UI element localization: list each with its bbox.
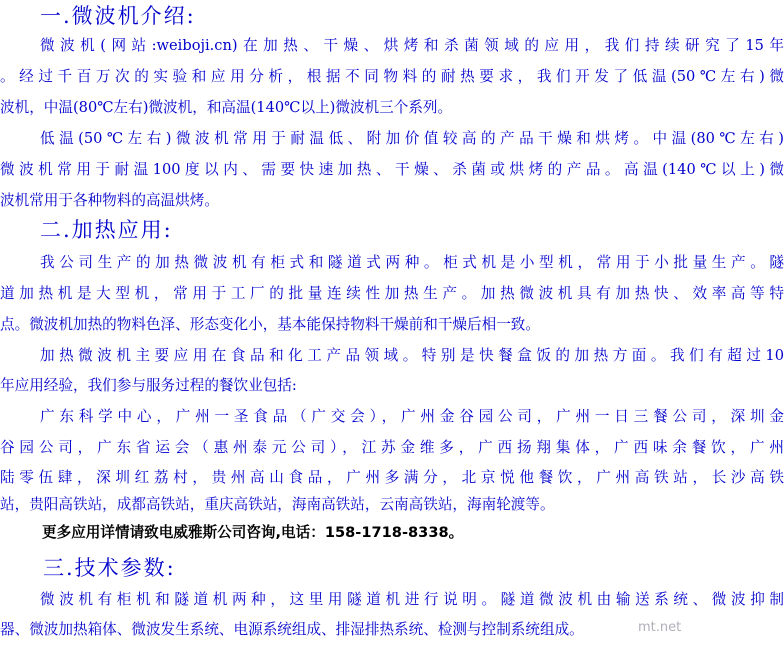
contact-info: 更多应用详情请致电威雅斯公司咨询,电话：158-1718-8338。 [42, 524, 464, 541]
watermark: mt.net [638, 620, 682, 635]
section-1-line: 。经过千百万次的实验和应用分析，根据不同物料的耐热要求，我们开发了低温(50℃左右)微 [0, 68, 784, 85]
section-2-line: 我公司生产的加热微波机有柜式和隧道式两种。柜式机是小型机，常用于小批量生产。隧 [40, 254, 784, 271]
section-3-line: 器、微波加热箱体、微波发生系统、电源系统组成、排湿排热系统、检测与控制系统组成。 [0, 621, 584, 638]
customer-list-line: 广东科学中心，广州一圣食品（广交会），广州金谷园公司，广州一日三餐公司，深圳金 [40, 408, 784, 425]
section-2-line: 加热微波机主要应用在食品和化工产品领域。特别是快餐盒饭的加热方面。我们有超过10 [40, 347, 784, 364]
section-2-title: 二.加热应用: [40, 218, 173, 242]
section-1-line: 波机常用于各种物料的高温烘烤。 [0, 192, 219, 209]
section-2-line: 道加热机是大型机，常用于工厂的批量连续性加热生产。加热微波机具有加热快、效率高等特 [0, 285, 784, 302]
section-2-line: 点。微波机加热的物料色泽、形态变化小，基本能保持物料干燥前和干燥后相一致。 [0, 316, 540, 333]
section-1-title: 一.微波机介绍: [40, 4, 196, 28]
section-2-line: 年应用经验，我们参与服务过程的餐饮业包括: [0, 377, 297, 394]
customer-list-line: 站，贵阳高铁站，成都高铁站，重庆高铁站，海南高铁站，云南高铁站，海南轮渡等。 [0, 496, 555, 513]
customer-list-line: 陆零伍肆，深圳红荔村，贵州高山食品，广州多满分，北京悦他餐饮，广州高铁站，长沙高铁 [0, 469, 784, 486]
customer-list-line: 谷园公司，广东省运会（惠州泰元公司），江苏金维多，广西扬翔集体，广西味余餐饮，广州 [0, 439, 784, 456]
section-1-line: 低温(50℃左右)微波机常用于耐温低、附加价值较高的产品干燥和烘烤。中温(80℃左右) [40, 130, 784, 147]
section-3-title: 三.技术参数: [43, 556, 176, 580]
section-1-line: 微波机(网站:weiboji.cn)在加热、干燥、烘烤和杀菌领域的应用，我们持续研究了15年 [40, 37, 784, 54]
section-1-line: 微波机常用于耐温100度以内、需要快速加热、干燥、杀菌或烘烤的产品。高温(140℃以上)微 [0, 161, 784, 178]
section-1-line: 波机，中温(80℃左右)微波机，和高温(140℃以上)微波机三个系列。 [0, 99, 453, 116]
section-3-line: 微波机有柜机和隧道机两种，这里用隧道机进行说明。隧道微波机由输送系统、微波抑制 [40, 591, 784, 608]
